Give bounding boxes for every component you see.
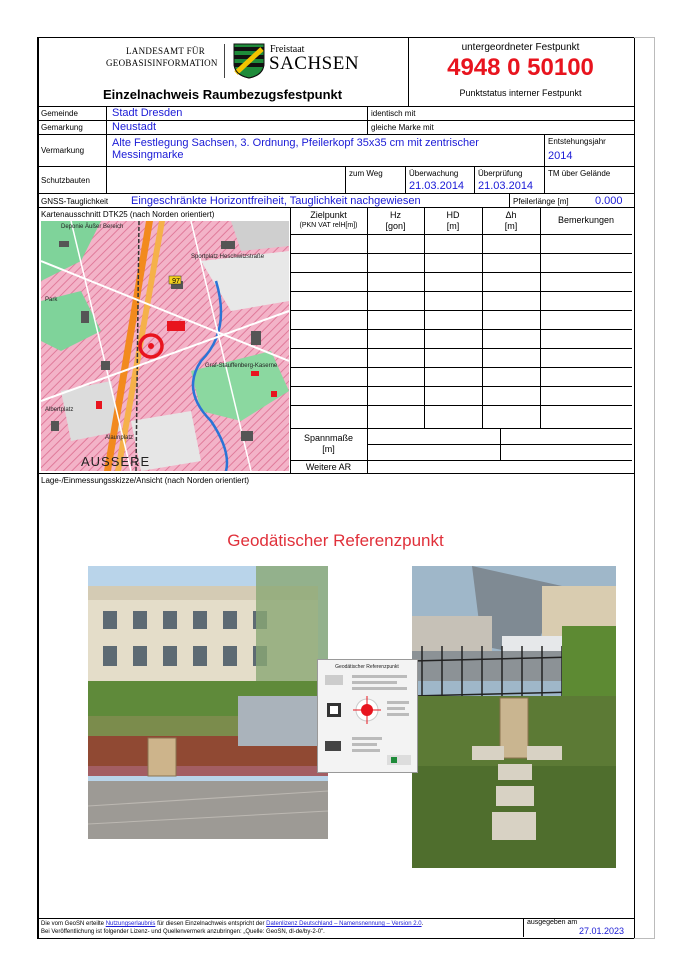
- spannmasse-unit: [m]: [322, 444, 335, 454]
- map-label-alaun: Alaunplatz: [105, 435, 134, 441]
- table-row: [290, 348, 632, 349]
- map-road-label: 97: [172, 278, 180, 285]
- identisch-mit-label: identisch mit: [371, 109, 416, 118]
- table-row: [290, 405, 632, 406]
- table-row: [290, 234, 632, 235]
- map-label-albert: Albertplatz: [45, 407, 74, 413]
- state-small-label: Freistaat: [270, 44, 305, 55]
- spannmasse-label: Spannmaße: [303, 433, 354, 443]
- table-row: [290, 272, 632, 273]
- table-row: [290, 386, 632, 387]
- issued-label: ausgegeben am: [527, 919, 578, 926]
- map-label-sportplatz: Sportplatz Heschwitzstraße: [191, 254, 265, 260]
- reference-point-plate: [317, 659, 418, 773]
- point-status: Punktstatus interner Festpunkt: [459, 88, 582, 98]
- pfeilerlaenge-label: Pfeilerlänge [m]: [513, 197, 569, 206]
- ueberwachung-label: Überwachung: [409, 169, 459, 178]
- ueberpruefung-label: Überprüfung: [478, 169, 523, 178]
- vermarkung-label: Vermarkung: [41, 146, 85, 155]
- table-row: [290, 291, 632, 292]
- table-row: [290, 253, 632, 254]
- photo-right: [412, 566, 616, 868]
- col-bemerkungen: Bemerkungen: [557, 215, 615, 225]
- gnss-value: Eingeschränkte Horizontfreiheit, Tauglichkeit nachgewiesen: [131, 195, 421, 207]
- photo-left: [88, 566, 328, 839]
- col-hz-unit: [gon]: [385, 221, 406, 231]
- authority-line-2: GEOBASISINFORMATION: [106, 58, 218, 68]
- table-row: [290, 329, 632, 330]
- logo-divider: [224, 44, 225, 78]
- table-row: [290, 460, 632, 461]
- pfeilerlaenge-value: 0.000: [595, 195, 623, 207]
- map-label-graf: Graf-Stauffenberg-Kaserne: [205, 363, 278, 369]
- map-caption: Kartenausschnitt DTK25 (nach Norden orientiert): [41, 210, 215, 219]
- gleiche-marke-label: gleiche Marke mit: [371, 123, 434, 132]
- gemarkung-value: Neustadt: [112, 121, 157, 133]
- col-dh-unit: [m]: [504, 221, 518, 231]
- map-label-aussere: AUSSERE: [81, 454, 151, 469]
- table-row: [290, 428, 632, 429]
- license-link[interactable]: Nutzungserlaubnis: [105, 921, 156, 927]
- col-hz: Hz: [390, 210, 401, 220]
- col-hd-unit: [m]: [446, 221, 460, 231]
- sketch-caption: Lage-/Einmessungsskizze/Ansicht (nach Norden orientiert): [41, 476, 250, 485]
- footer-line-2: Bei Veröffentlichung ist folgender Lizenz- und Quellenvermerk anzubringen: „Quelle: GeoSN, dl-de/by-2-0".: [41, 929, 325, 935]
- table-row: [290, 310, 632, 311]
- ueberwachung-value: 21.03.2014: [409, 180, 465, 192]
- tm-label: TM über Gelände: [548, 169, 611, 178]
- col-zielpunkt-sub: (PKN VAT relH[m]): [299, 222, 358, 229]
- plate-title: Geodätischer Referenzpunkt: [335, 664, 399, 670]
- weitere-ar-label: Weitere AR: [305, 462, 352, 472]
- col-zielpunkt: Zielpunkt: [310, 210, 347, 220]
- entstehungsjahr-label: Entstehungsjahr: [548, 137, 606, 146]
- authority-line-1: LANDESAMT FÜR: [126, 46, 205, 56]
- datenlizenz-link[interactable]: Datenlizenz Deutschland – Namensnennung – Version 2.0: [266, 921, 422, 927]
- gnss-label: GNSS-Tauglichkeit: [41, 197, 109, 206]
- entstehungsjahr-value: 2014: [548, 150, 573, 162]
- col-dh: Δh: [505, 210, 517, 220]
- state-name-label: SACHSEN: [269, 53, 360, 74]
- zum-weg-label: zum Weg: [349, 169, 383, 178]
- ueberpruefung-value: 21.03.2014: [478, 180, 534, 192]
- col-hd: HD: [446, 210, 460, 220]
- saxony-coat-of-arms-icon: [233, 43, 265, 79]
- topographic-map: [41, 221, 289, 471]
- doc-title: Einzelnachweis Raumbezugsfestpunkt: [103, 87, 343, 102]
- page-margin-strip: [634, 37, 655, 939]
- footer-line-1: Die vom GeoSN erteilte Nutzungserlaubnis für diesen Einzelnachweis entspricht der Datenlizenz Deutschland – Namensnennung – Version 2.0.: [41, 921, 424, 927]
- point-kind: untergeordneter Festpunkt: [461, 42, 580, 53]
- map-label-park: Park: [45, 297, 58, 303]
- issued-value: 27.01.2023: [579, 926, 625, 936]
- sketch-title: Geodätischer Referenzpunkt: [227, 531, 444, 550]
- point-number: 4948 0 50100: [447, 54, 594, 81]
- map-label-deponie: Deponie Äußer Bereich: [61, 224, 124, 230]
- gemeinde-label: Gemeinde: [41, 109, 78, 118]
- gemarkung-label: Gemarkung: [41, 123, 83, 132]
- vermarkung-value: Alte Festlegung Sachsen, 3. Ordnung, Pfeilerkopf 35x35 cm mit zentrischer Messingmarke: [112, 137, 479, 161]
- gemeinde-value: Stadt Dresden: [112, 107, 183, 119]
- table-row: [290, 367, 632, 368]
- schutzbauten-label: Schutzbauten: [41, 176, 90, 185]
